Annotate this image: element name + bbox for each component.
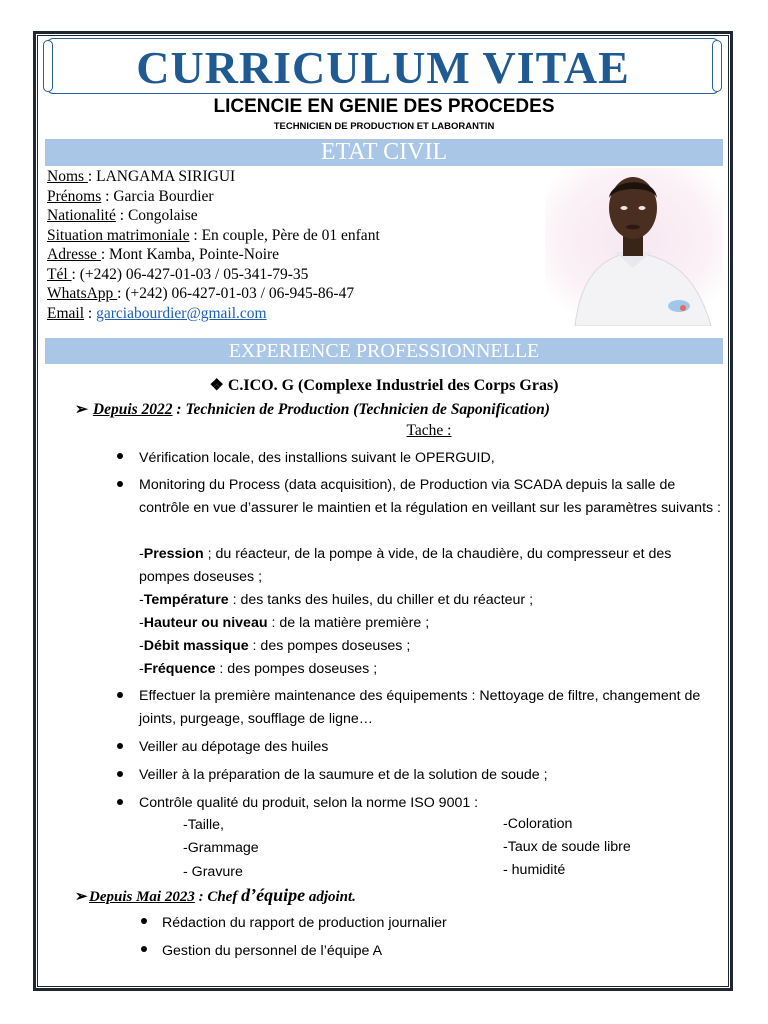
civil-label: Adresse — [47, 246, 101, 263]
arrow-bullet-icon: ➢ — [75, 889, 88, 905]
company-name: C.ICO. G (Complexe Industriel des Corps Gras) — [227, 377, 559, 394]
civil-value: LANGAMA SIRIGUI — [96, 168, 236, 185]
civil-row-adresse — [47, 245, 279, 265]
civil-sep: : — [117, 285, 126, 302]
param-label: Débit massique — [143, 638, 249, 654]
civil-value: En couple, Père de 01 enfant — [201, 226, 380, 244]
job-period: Depuis Mai 2023 — [89, 889, 195, 905]
civil-sep: : — [84, 304, 97, 322]
civil-row-email — [47, 304, 267, 324]
civil-value: Mont Kamba, Pointe-Noire — [109, 246, 280, 263]
param-text: : des pompes doseuses ; — [215, 661, 378, 677]
param-text: : des pompes doseuses ; — [248, 638, 411, 654]
job-rest: adjoint. — [305, 889, 356, 905]
param-label: Pression — [143, 546, 204, 562]
civil-value: Congolaise — [127, 207, 198, 224]
param-debit: -Débit massique : des pompes doseuses ; — [139, 638, 411, 654]
qc-criterion: - Gravure — [183, 864, 243, 880]
civil-row-tel — [47, 265, 308, 285]
civil-sep: : — [115, 207, 128, 224]
param-text: ; du réacteur, de la pompe à vide, de la chaudière, du compresseur et des pompes doseuses ; — [139, 546, 672, 585]
bullet-icon — [117, 743, 123, 749]
profile-photo — [545, 168, 723, 326]
param-text: : de la matière première ; — [267, 615, 430, 631]
param-pression: -Pression ; du réacteur, de la pompe à vide, de la chaudière, du compresseur et des pompes doseuses ; — [139, 546, 672, 585]
civil-sep: : — [87, 168, 97, 185]
task-item: Vérification locale, des installions suivant le OPERGUID, — [139, 450, 495, 466]
job-title-1 — [75, 400, 550, 420]
bullet-icon — [117, 692, 123, 698]
task-item: Veiller au dépotage des huiles — [139, 739, 329, 755]
bullet-icon — [117, 453, 123, 459]
portrait-illustration — [545, 168, 723, 326]
param-label: Hauteur ou niveau — [143, 615, 268, 631]
civil-label: Prénoms — [47, 187, 102, 205]
task-item: Effectuer la première maintenance des équipements : Nettoyage de filtre, changement de joints, purgeage, soufflage de ligne… — [139, 688, 701, 727]
bullet-icon — [117, 799, 123, 805]
section-header-etat-civil: ETAT CIVIL — [45, 139, 723, 166]
task-item: Contrôle qualité du produit, selon la norme ISO 9001 : — [139, 795, 479, 811]
civil-sep: : — [101, 187, 114, 205]
civil-value: (+242) 06-427-01-03 / 06-945-86-47 — [125, 285, 355, 302]
task-item: Monitoring du Process (data acquisition), de Production via SCADA depuis la salle de contrôle en vue d’assurer le maintien et la régulation en veillant sur les paramètres suivants : — [139, 477, 721, 516]
role-subtitle: TECHNICIEN DE PRODUCTION ET LABORANTIN — [273, 121, 495, 132]
section-header-experience: EXPERIENCE PROFESSIONNELLE — [45, 338, 723, 364]
civil-row-nationalite — [47, 206, 198, 226]
company-heading — [0, 376, 768, 396]
civil-label: Email — [47, 304, 85, 322]
qc-criterion: -Taille, — [183, 817, 224, 833]
qc-criterion: -Coloration — [503, 816, 573, 832]
param-frequence: -Fréquence : des pompes doseuses ; — [139, 661, 378, 677]
civil-label: Tél — [47, 265, 72, 283]
bullet-icon — [141, 946, 147, 952]
param-niveau: -Hauteur ou niveau : de la matière première ; — [139, 615, 430, 631]
civil-sep: : — [71, 265, 80, 283]
job-emphasis: d’équipe — [241, 885, 306, 905]
civil-row-noms — [47, 167, 235, 187]
task-item: Veiller à la préparation de la saumure et de la solution de soude ; — [139, 767, 548, 783]
param-temperature: -Température : des tanks des huiles, du chiller et du réacteur ; — [139, 592, 534, 608]
bullet-icon — [141, 918, 147, 924]
job-title-2 — [75, 885, 356, 907]
civil-sep: : — [100, 246, 109, 263]
civil-value: Garcia Bourdier — [113, 187, 214, 205]
civil-row-whatsapp — [47, 284, 354, 304]
civil-value: (+242) 06-427-01-03 / 05-341-79-35 — [79, 265, 309, 283]
task-item: Gestion du personnel de l’équipe A — [162, 943, 383, 959]
param-text: : des tanks des huiles, du chiller et du réacteur ; — [228, 592, 534, 608]
task-item: Rédaction du rapport de production journalier — [162, 915, 447, 931]
civil-label: WhatsApp — [47, 285, 118, 302]
job-role: : Technicien de Production (Technicien de Saponification) — [172, 401, 550, 418]
param-label: Fréquence — [143, 661, 216, 677]
civil-label: Nationalité — [47, 207, 116, 224]
arrow-bullet-icon: ➢ — [75, 401, 88, 418]
degree-heading: LICENCIE EN GENIE DES PROCEDES — [213, 96, 555, 117]
param-label: Température — [143, 592, 229, 608]
civil-label: Situation matrimoniale — [47, 226, 190, 244]
qc-criterion: -Taux de soude libre — [503, 839, 631, 855]
diamond-bullet-icon: ❖ — [209, 377, 224, 394]
civil-row-situation — [47, 226, 380, 246]
email-link[interactable]: garciabourdier@gmail.com — [96, 304, 267, 322]
job-period: Depuis 2022 — [92, 401, 173, 418]
job-sep: : Chef — [194, 889, 242, 905]
civil-label: Noms — [47, 168, 88, 185]
qc-criterion: - humidité — [503, 862, 566, 878]
document-title: CURRICULUM VITAE — [136, 42, 630, 93]
qc-criterion: -Grammage — [183, 840, 259, 856]
civil-row-prenoms — [47, 187, 214, 207]
bullet-icon — [117, 771, 123, 777]
civil-sep: : — [189, 226, 202, 244]
tache-label: Tache : — [406, 422, 452, 439]
bullet-icon — [117, 481, 123, 487]
